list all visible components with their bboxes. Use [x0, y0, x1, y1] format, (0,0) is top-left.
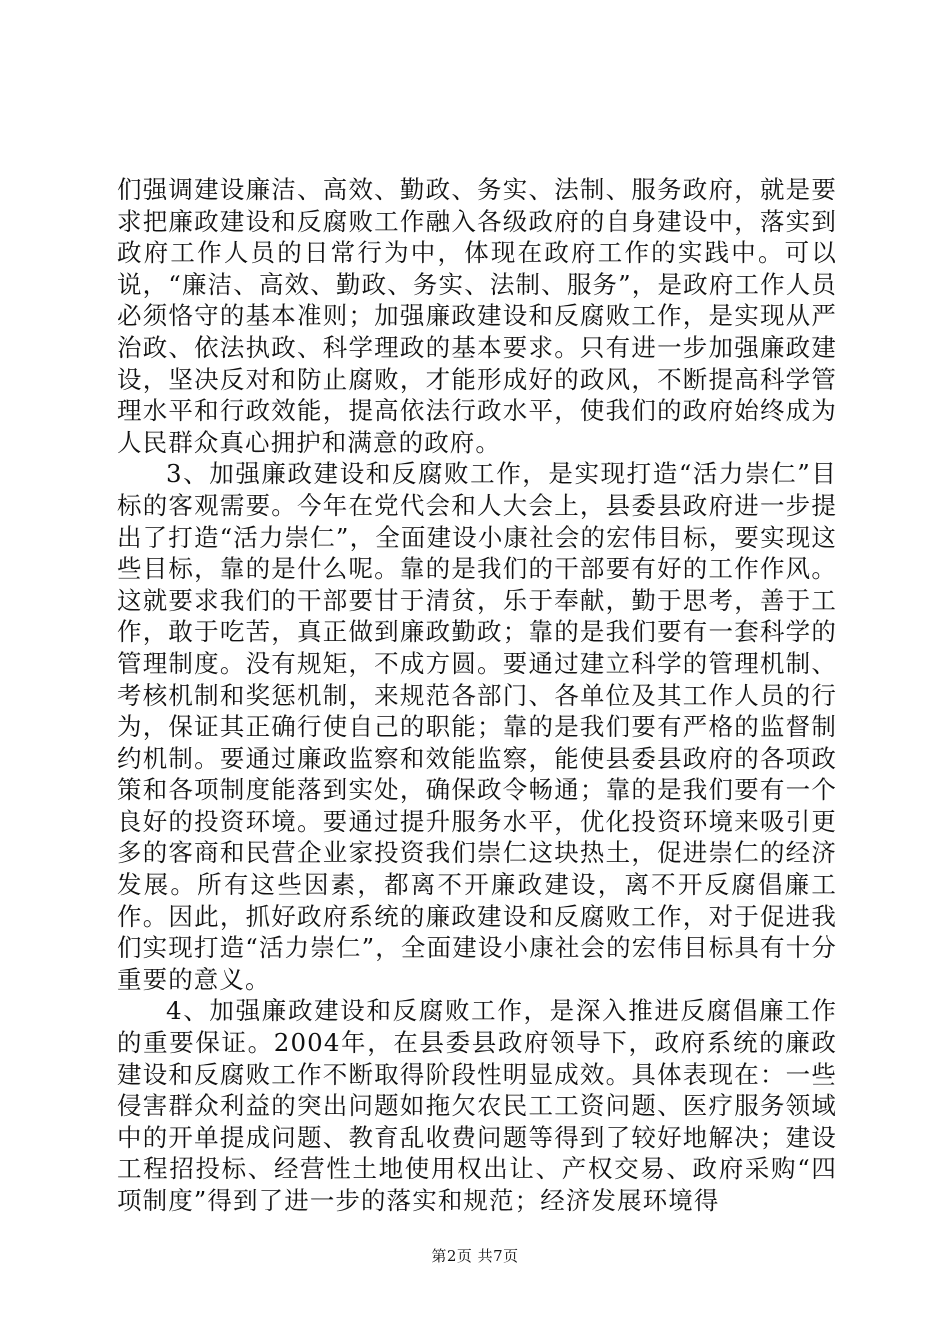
- page-footer: 第2页 共7页: [431, 1247, 519, 1265]
- paragraph-1: 们强调建设廉洁、高效、勤政、务实、法制、服务政府，就是要求把廉政建设和反腐败工作融入各级政府的自身建设中，落实到政府工作人员的日常行为中，体现在政府工作的实践中。可以说，“廉洁、高效、勤政、务实、法制、服务”，是政府工作人员必须恪守的基本准则；加强廉政建设和反腐败工作，是实现从严治政、依法执政、科学理政的基本要求。只有进一步加强廉政建设，坚决反对和防止腐败，才能形成好的政风，不断提高科学管理水平和行政效能，提高依法行政水平，使我们的政府始终成为人民群众真心拥护和满意的政府。: [117, 175, 837, 457]
- paragraph-2: 3、加强廉政建设和反腐败工作，是实现打造“活力崇仁”目标的客观需要。今年在党代会和人大会上，县委县政府进一步提出了打造“活力崇仁”，全面建设小康社会的宏伟目标，要实现这些目标，靠的是什么呢。靠的是我们的干部要有好的工作作风。这就要求我们的干部要甘于清贫，乐于奉献，勤于思考，善于工作，敢于吃苦，真正做到廉政勤政；靠的是我们要有一套科学的管理制度。没有规矩，不成方圆。要通过建立科学的管理机制、考核机制和奖惩机制，来规范各部门、各单位及其工作人员的行为，保证其正确行使自己的职能；靠的是我们要有严格的监督制约机制。要通过廉政监察和效能监察，能使县委县政府的各项政策和各项制度能落到实处，确保政令畅通；靠的是我们要有一个良好的投资环境。要通过提升服务水平，优化投资环境来吸引更多的客商和民营企业家投资我们崇仁这块热土，促进崇仁的经济发展。所有这些因素，都离不开廉政建设，离不开反腐倡廉工作。因此，抓好政府系统的廉政建设和反腐败工作，对于促进我们实现打造“活力崇仁”，全面建设小康社会的宏伟目标具有十分重要的意义。: [117, 459, 837, 994]
- document-body: [117, 174, 837, 1217]
- paragraph-3: 4、加强廉政建设和反腐败工作，是深入推进反腐倡廉工作的重要保证。2004年，在县委县政府领导下，政府系统的廉政建设和反腐败工作不断取得阶段性明显成效。具体表现在：一些侵害群众利益的突出问题如拖欠农民工工资问题、医疗服务领域中的开单提成问题、教育乱收费问题等得到了较好地解决；建设工程招投标、经营性土地使用权出让、产权交易、政府采购“四项制度”得到了进一步的落实和规范；经济发展环境得: [117, 996, 837, 1215]
